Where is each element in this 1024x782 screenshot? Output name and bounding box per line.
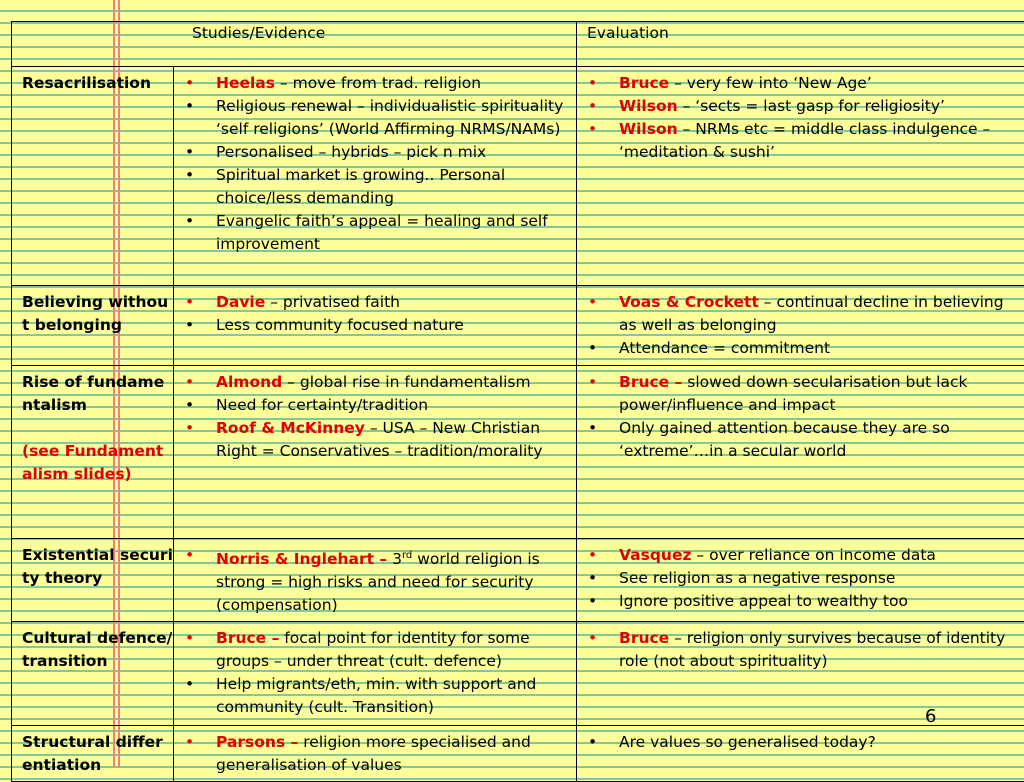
topic-label: Cultural defence/ transition (22, 629, 172, 670)
evaluation-cell (577, 366, 1024, 539)
bullet-marker: • (185, 627, 194, 650)
bullet-item (585, 72, 1018, 95)
bullet-item (182, 291, 570, 314)
author-name: Almond (216, 373, 282, 391)
bullet-marker: • (185, 314, 194, 337)
topic-label: Structural differentiation (22, 733, 163, 774)
table-row (12, 539, 1024, 622)
studies-cell (174, 622, 577, 726)
author-name: Voas & Crockett (619, 293, 759, 311)
bullet-text: – NRMs etc = middle class indulgence – ‘meditation & sushi’ (619, 120, 990, 161)
topic-cell (12, 67, 174, 286)
bullet-text: slowed down secularisation but lack power/influence and impact (619, 373, 967, 414)
bullet-marker: • (185, 291, 194, 314)
studies-cell (174, 539, 577, 622)
table-row (12, 366, 1024, 539)
topic-label: Rise of fundamentalism (22, 373, 164, 414)
bullet-text: – ‘sects = last gasp for religiosity’ (678, 97, 945, 115)
bullet-text: – religion only survives because of identity role (not about spirituality) (619, 629, 1005, 670)
bullet-marker: • (185, 164, 194, 187)
bullet-marker: • (588, 72, 597, 95)
bullet-marker: • (185, 371, 194, 394)
bullet-item (585, 95, 1018, 118)
bullet-text: Are values so generalised today? (619, 733, 876, 751)
bullet-text: religion more specialised and generalisation of values (216, 733, 531, 774)
studies-cell (174, 67, 577, 286)
bullet-list (182, 731, 570, 777)
bullet-text: – global rise in fundamentalism (282, 373, 530, 391)
bullet-text: Less community focused nature (216, 316, 464, 334)
table-row (12, 286, 1024, 366)
bullet-text: focal point for identity for some groups – under threat (cult. defence) (216, 629, 530, 670)
bullet-list (182, 627, 570, 719)
bullet-item (585, 371, 1018, 417)
evaluation-cell (577, 67, 1024, 286)
bullet-text: – USA – New Christian Right = Conservatives – tradition/morality (216, 419, 543, 460)
author-name: Wilson (619, 120, 678, 138)
bullet-list (585, 627, 1018, 673)
bullet-list (182, 291, 570, 337)
bullet-list (182, 544, 570, 617)
bullet-item (585, 544, 1018, 567)
bullet-marker: • (588, 95, 597, 118)
bullet-text: – privatised faith (265, 293, 400, 311)
bullet-item (585, 118, 1018, 164)
table-row (12, 67, 1024, 286)
studies-cell (174, 366, 577, 539)
bullet-marker: • (185, 731, 194, 754)
bullet-item (182, 141, 570, 164)
bullet-item (585, 417, 1018, 463)
author-name: Wilson (619, 97, 678, 115)
table-row (12, 726, 1024, 782)
author-name: Vasquez (619, 546, 692, 564)
author-name: Bruce – (619, 373, 682, 391)
page-number: 6 (925, 706, 936, 727)
bullet-marker: • (185, 141, 194, 164)
bullet-item (182, 544, 570, 617)
bullet-marker: • (185, 417, 194, 440)
bullet-item (182, 210, 570, 256)
bullet-marker: • (185, 394, 194, 417)
bullet-item (182, 314, 570, 337)
author-name: Norris & Inglehart – (216, 550, 387, 568)
bullet-marker: • (588, 731, 597, 754)
bullet-marker: • (588, 544, 597, 567)
studies-evidence-header: Studies/Evidence (12, 22, 577, 67)
bullet-list (585, 544, 1018, 613)
bullet-list (585, 291, 1018, 360)
author-name: Bruce (619, 74, 669, 92)
topic-cell (12, 622, 174, 726)
bullet-text: See religion as a negative response (619, 569, 895, 587)
bullet-marker: • (588, 417, 597, 440)
bullet-item (182, 394, 570, 417)
bullet-text: – continual decline in believing as well as belonging (619, 293, 1004, 334)
topic-label: Believing without belonging (22, 293, 168, 334)
table-row (12, 622, 1024, 726)
ordinal-suffix: rd (402, 550, 412, 561)
author-name: Bruce – (216, 629, 279, 647)
bullet-text: Personalised – hybrids – pick n mix (216, 143, 486, 161)
bullet-item (585, 567, 1018, 590)
bullet-text: – very few into ‘New Age’ (669, 74, 872, 92)
author-name: Roof & McKinney (216, 419, 365, 437)
bullet-item (182, 417, 570, 463)
author-name: Bruce (619, 629, 669, 647)
author-name: Davie (216, 293, 265, 311)
topic-cell (12, 366, 174, 539)
bullet-text: Need for certainty/tradition (216, 396, 428, 414)
bullet-marker: • (588, 371, 597, 394)
bullet-item (585, 731, 1018, 754)
bullet-list (182, 72, 570, 256)
bullet-list (585, 371, 1018, 463)
bullet-item (585, 627, 1018, 673)
evaluation-header: Evaluation (577, 22, 1024, 67)
topic-cell (12, 286, 174, 366)
bullet-text: 3 (387, 550, 402, 568)
topic-cell (12, 726, 174, 782)
bullet-list (182, 371, 570, 463)
bullet-marker: • (185, 95, 194, 118)
topic-note: (see Fundamentalism slides) (22, 440, 173, 486)
header-row (12, 22, 1024, 67)
bullet-text: Ignore positive appeal to wealthy too (619, 592, 908, 610)
bullet-item (585, 590, 1018, 613)
author-name: Heelas (216, 74, 275, 92)
bullet-marker: • (185, 673, 194, 696)
evaluation-cell (577, 286, 1024, 366)
bullet-text: Help migrants/eth, min. with support and community (cult. Transition) (216, 675, 536, 716)
studies-cell (174, 286, 577, 366)
evaluation-cell (577, 622, 1024, 726)
bullet-item (182, 164, 570, 210)
topic-label: Existential security theory (22, 546, 173, 587)
comparison-table (11, 21, 1024, 782)
bullet-text: – move from trad. religion (275, 74, 481, 92)
bullet-marker: • (588, 590, 597, 613)
author-name: Parsons – (216, 733, 298, 751)
bullet-marker: • (588, 337, 597, 360)
bullet-marker: • (588, 627, 597, 650)
topic-cell (12, 539, 174, 622)
evaluation-cell (577, 726, 1024, 782)
bullet-text: Attendance = commitment (619, 339, 830, 357)
bullet-text: Evangelic faith’s appeal = healing and self improvement (216, 212, 548, 253)
bullet-item (182, 627, 570, 673)
bullet-list (585, 72, 1018, 164)
bullet-item (182, 72, 570, 95)
bullet-marker: • (588, 118, 597, 141)
evaluation-cell (577, 539, 1024, 622)
bullet-list (585, 731, 1018, 754)
bullet-text: Only gained attention because they are so ‘extreme’…in a secular world (619, 419, 950, 460)
bullet-item (182, 673, 570, 719)
studies-cell (174, 726, 577, 782)
bullet-text: Spiritual market is growing.. Personal choice/less demanding (216, 166, 505, 207)
bullet-item (585, 337, 1018, 360)
bullet-text: world religion is strong = high risks and need for security (compensation) (216, 550, 540, 614)
bullet-item (182, 731, 570, 777)
bullet-marker: • (185, 544, 194, 567)
bullet-item (182, 95, 570, 141)
bullet-item (182, 371, 570, 394)
bullet-text: Religious renewal – individualistic spirituality ‘self religions’ (World Affirming NRMS/NAMs) (216, 97, 563, 138)
topic-label: Resacrilisation (22, 74, 151, 92)
bullet-marker: • (588, 567, 597, 590)
bullet-item (585, 291, 1018, 337)
bullet-marker: • (185, 210, 194, 233)
bullet-marker: • (588, 291, 597, 314)
bullet-marker: • (185, 72, 194, 95)
bullet-text: – over reliance on income data (692, 546, 936, 564)
